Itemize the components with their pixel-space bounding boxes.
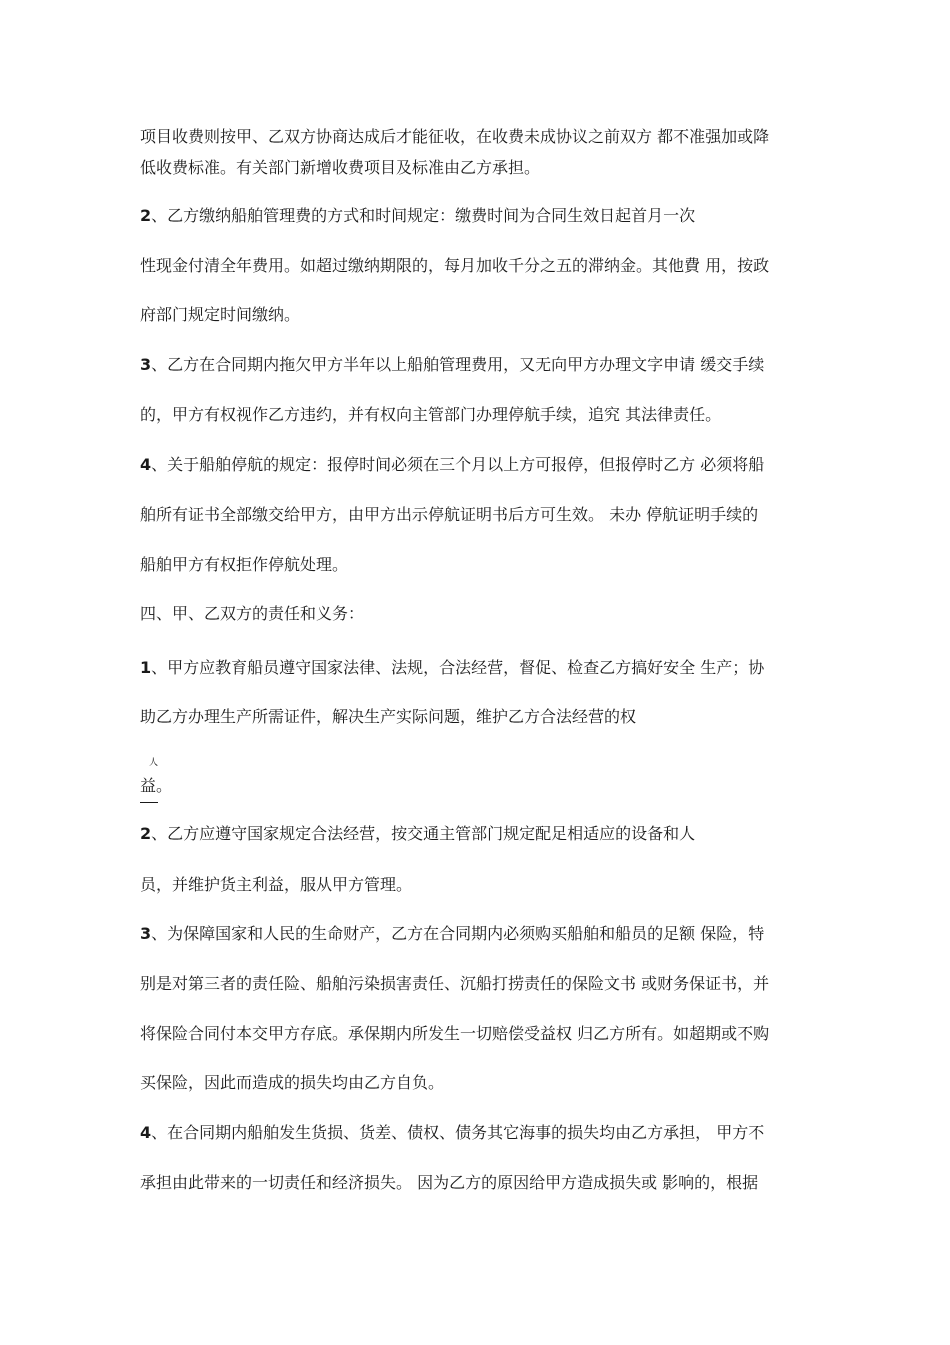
ruby-mark: 人 <box>149 758 159 768</box>
text-line-5: 府部门规定时间缴纳。 <box>140 305 301 324</box>
text-line-14: 益。 <box>140 776 173 795</box>
text-line-9: 舶所有证书全部缴交给甲方，由甲方出示停航证明书后方可生效。 未办 停航证明手续的 <box>140 505 759 524</box>
text-line-16: 员，并维护货主利益，服从甲方管理。 <box>140 875 413 894</box>
text-line-7: 的，甲方有权视作乙方违约，并有权向主管部门办理停航手续，追究 其法律责任。 <box>140 405 722 424</box>
text-line-2: 低收费标准。有关部门新增收费项目及标准由乙方承担。 <box>140 158 541 177</box>
text-line-20: 买保险，因此而造成的损失均由乙方自负。 <box>140 1073 445 1092</box>
text-line-15: 2、乙方应遵守国家规定合法经营，按交通主管部门规定配足相适应的设备和人 <box>140 824 696 843</box>
text-line-12: 1、甲方应教育船员遵守国家法律、法规，合法经营，督促、检查乙方搞好安全 生产；协 <box>140 658 765 677</box>
text-line-8: 4、关于船舶停航的规定：报停时间必须在三个月以上方可报停，但报停时乙方 必须将船 <box>140 455 765 474</box>
text-line-22: 承担由此带来的一切责任和经济损失。 因为乙方的原因给甲方造成损失或 影响的，根据 <box>140 1173 759 1192</box>
text-line-13: 助乙方办理生产所需证件，解决生产实际问题，维护乙方合法经营的权 <box>140 707 637 726</box>
text-line-4: 性现金付清全年费用。如超过缴纳期限的，每月加收千分之五的滞纳金。其他費 用，按政 <box>140 256 770 275</box>
text-line-21: 4、在合同期内船舶发生货损、货差、债权、债务其它海事的损失均由乙方承担， 甲方不 <box>140 1123 765 1142</box>
text-line-19: 将保险合同付本交甲方存底。承保期内所发生一切赔偿受益权 归乙方所有。如超期或不购 <box>140 1024 770 1043</box>
section-heading: 四、甲、乙双方的责任和义务： <box>140 604 365 623</box>
text-line-6: 3、乙方在合同期内拖欠甲方半年以上船舶管理费用，又无向甲方办理文字申请 缓交手续 <box>140 355 765 374</box>
text-line-17: 3、为保障国家和人民的生命财产，乙方在合同期内必须购买船舶和船员的足额 保险，特 <box>140 924 765 943</box>
text-line-18: 别是对第三者的责任险、船舶污染损害责任、沉船打捞责任的保险文书 或财务保证书，并 <box>140 974 770 993</box>
text-line-1: 项目收费则按甲、乙双方协商达成后才能征收，在收费未成协议之前双方 都不准强加或降 <box>140 127 770 146</box>
text-line-3: 2、乙方缴纳船舶管理费的方式和时间规定：缴费时间为合同生效日起首月一次 <box>140 206 696 225</box>
underline-divider <box>140 802 158 803</box>
text-line-10: 船舶甲方有权拒作停航处理。 <box>140 555 349 574</box>
